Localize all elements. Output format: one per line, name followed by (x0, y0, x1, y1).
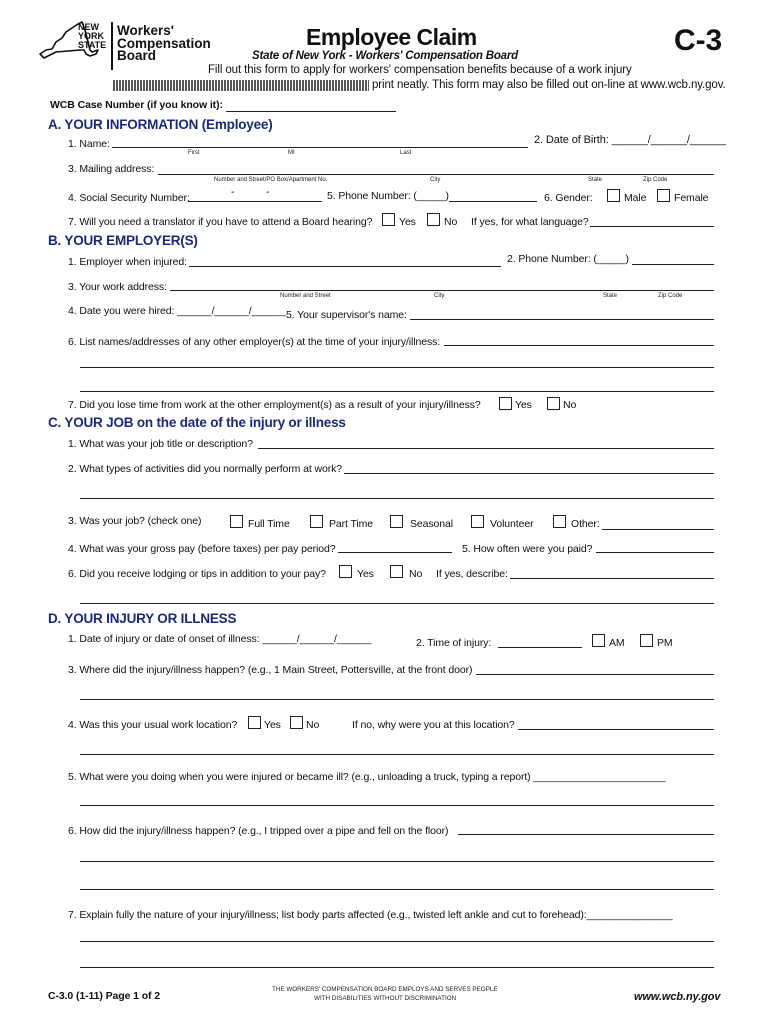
mailing-state-caption: State (588, 177, 603, 183)
logo-line-new: NEW (78, 22, 99, 32)
name-label: 1. Name: (68, 138, 110, 150)
mailing-city-caption: City (430, 177, 441, 183)
job-type-label: 3. Was your job? (check one) (68, 515, 202, 527)
activity-when-injured-field[interactable] (80, 805, 714, 806)
instructions-line-2: print neatly. This form may also be filled out on-line at www.wcb.ny.gov. (372, 79, 726, 91)
injury-nature-field-2[interactable] (80, 967, 714, 968)
seasonal-label: Seasonal (410, 518, 453, 530)
ssn-dash-1: - (231, 186, 235, 198)
full-time-label: Full Time (248, 518, 290, 530)
gender-male-label: Male (624, 192, 647, 204)
instructions-line-1: Fill out this form to apply for workers' compensation benefits because of a work injury (208, 64, 632, 76)
lodging-describe-field-2[interactable] (80, 603, 714, 604)
lose-time-no-label: No (563, 399, 577, 411)
logo-divider (111, 22, 113, 70)
why-at-location-field-2[interactable] (80, 754, 714, 755)
employer-phone-label: 2. Phone Number: (_____) (507, 253, 629, 265)
other-label: Other: (571, 518, 600, 530)
pay-frequency-label: 5. How often were you paid? (462, 543, 593, 555)
why-at-location-label: If no, why were you at this location? (352, 719, 515, 731)
other-employers-field-1[interactable] (444, 345, 714, 346)
part-time-label: Part Time (329, 518, 374, 530)
lodging-no-checkbox[interactable] (390, 565, 403, 578)
work-street-caption: Number and Street (280, 293, 331, 299)
name-last-caption: Last (400, 150, 412, 156)
logo-line-state: STATE (78, 40, 107, 50)
agency-name (117, 25, 211, 63)
name-field[interactable] (112, 147, 528, 148)
part-time-checkbox[interactable] (310, 515, 323, 528)
phone-number-label: 5. Phone Number: (_____) (327, 190, 449, 202)
gross-pay-field[interactable] (338, 552, 452, 553)
am-label: AM (609, 637, 625, 649)
mailing-zip-caption: Zip Code (643, 177, 668, 183)
activity-when-injured-label: 5. What were you doing when you were injured or became ill? (e.g., unloading a truck, typing a report) _______________________ (68, 771, 666, 783)
employer-field[interactable] (189, 266, 501, 267)
garbled-text-block (113, 80, 369, 91)
language-field[interactable] (590, 226, 714, 227)
lodging-describe-label: If yes, describe: (436, 568, 508, 580)
work-city-caption: City (434, 293, 445, 299)
other-field[interactable] (602, 529, 714, 530)
how-injury-happened-field-2[interactable] (80, 861, 714, 862)
date-of-birth-field[interactable]: 2. Date of Birth: ______/______/______ (534, 134, 726, 146)
section-a-heading: A. YOUR INFORMATION (Employee) (48, 117, 273, 132)
how-injury-happened-field-3[interactable] (80, 889, 714, 890)
pay-frequency-field[interactable] (596, 552, 714, 553)
ssn-label: 4. Social Security Number: (68, 192, 190, 204)
injury-location-label: 3. Where did the injury/illness happen? (e.g., 1 Main Street, Pottersville, at the front door) (68, 664, 473, 676)
activities-label: 2. What types of activities did you normally perform at work? (68, 463, 343, 475)
phone-number-field[interactable] (449, 201, 537, 202)
name-mi-caption: MI (288, 150, 295, 156)
section-b-heading: B. YOUR EMPLOYER(S) (48, 233, 198, 248)
ssn-dash-2: - (266, 186, 270, 198)
wcb-case-number-field[interactable] (226, 111, 396, 112)
other-checkbox[interactable] (553, 515, 566, 528)
time-of-injury-label: 2. Time of injury: (416, 637, 492, 649)
other-employers-field-3[interactable] (80, 391, 714, 392)
activities-field-1[interactable] (344, 473, 714, 474)
am-checkbox[interactable] (592, 634, 605, 647)
volunteer-checkbox[interactable] (471, 515, 484, 528)
date-hired-field[interactable]: 4. Date you were hired: ______/______/______ (68, 305, 287, 317)
translator-question: 7. Will you need a translator if you have to attend a Board hearing? (68, 216, 373, 228)
gender-label: 6. Gender: (544, 192, 593, 204)
supervisor-label: 5. Your supervisor's name: (286, 309, 407, 321)
usual-location-no-checkbox[interactable] (290, 716, 303, 729)
translator-yes-label: Yes (399, 216, 416, 228)
how-injury-happened-field-1[interactable] (458, 834, 714, 835)
full-time-checkbox[interactable] (230, 515, 243, 528)
agency-line-2: Compensation (117, 35, 211, 51)
employer-phone-field[interactable] (632, 264, 714, 265)
date-of-injury-field[interactable]: 1. Date of injury or date of onset of illness: ______/______/______ (68, 633, 372, 645)
work-zip-caption: Zip Code (658, 293, 683, 299)
name-first-caption: First (188, 150, 200, 156)
employer-label: 1. Employer when injured: (68, 256, 187, 268)
lodging-describe-field-1[interactable] (510, 578, 714, 579)
gross-pay-label: 4. What was your gross pay (before taxes) per pay period? (68, 543, 336, 555)
translator-no-checkbox[interactable] (427, 213, 440, 226)
lose-time-question: 7. Did you lose time from work at the other employment(s) as a result of your injury/illness? (68, 399, 481, 411)
section-d-heading: D. YOUR INJURY OR ILLNESS (48, 611, 237, 626)
wcb-case-number-label: WCB Case Number (if you know it): (50, 99, 223, 111)
ny-state-logo-text (78, 23, 106, 50)
why-at-location-field-1[interactable] (518, 729, 714, 730)
section-c-heading: C. YOUR JOB on the date of the injury or illness (48, 415, 346, 430)
job-title-field[interactable] (258, 448, 714, 449)
activities-field-2[interactable] (80, 498, 714, 499)
translator-no-label: No (444, 216, 458, 228)
work-address-field[interactable] (170, 290, 714, 291)
usual-location-yes-checkbox[interactable] (248, 716, 261, 729)
gender-female-label: Female (674, 192, 709, 204)
lodging-yes-checkbox[interactable] (339, 565, 352, 578)
language-label: If yes, for what language? (471, 216, 589, 228)
agency-line-1: Workers' (117, 23, 174, 38)
how-injury-happened-label: 6. How did the injury/illness happen? (e.g., I tripped over a pipe and fell on the floor) (68, 825, 449, 837)
gender-male-checkbox[interactable] (607, 189, 620, 202)
mailing-address-label: 3. Mailing address: (68, 163, 155, 175)
lose-time-no-checkbox[interactable] (547, 397, 560, 410)
logo-line-york: YORK (78, 31, 105, 41)
mailing-address-field[interactable] (158, 174, 714, 175)
ssn-field[interactable] (188, 201, 322, 202)
form-subtitle: State of New York - Workers' Compensation Board (252, 50, 518, 62)
lodging-yes-label: Yes (357, 568, 374, 580)
usual-location-question: 4. Was this your usual work location? (68, 719, 238, 731)
footer-notice-line-2: WITH DISABILITIES WITHOUT DISCRIMINATION (314, 995, 457, 1002)
gender-female-checkbox[interactable] (657, 189, 670, 202)
lodging-tips-question: 6. Did you receive lodging or tips in addition to your pay? (68, 568, 326, 580)
lose-time-yes-checkbox[interactable] (499, 397, 512, 410)
usual-location-no-label: No (306, 719, 320, 731)
usual-location-yes-label: Yes (264, 719, 281, 731)
footer-website: www.wcb.ny.gov (634, 991, 721, 1003)
mailing-street-caption: Number and Street/PO Box/Apartment No. (214, 177, 328, 183)
injury-nature-field-1[interactable] (80, 941, 714, 942)
supervisor-field[interactable] (410, 319, 714, 320)
injury-nature-label: 7. Explain fully the nature of your injury/illness; list body parts affected (e.g., twisted left ankle and cut to forehead):_______________ (68, 909, 673, 921)
volunteer-label: Volunteer (490, 518, 534, 530)
other-employers-field-2[interactable] (80, 367, 714, 368)
work-state-caption: State (603, 293, 618, 299)
lodging-no-label: No (409, 568, 423, 580)
translator-yes-checkbox[interactable] (382, 213, 395, 226)
footer-form-id: C-3.0 (1-11) Page 1 of 2 (48, 990, 160, 1002)
work-address-label: 3. Your work address: (68, 281, 167, 293)
pm-checkbox[interactable] (640, 634, 653, 647)
injury-location-field-1[interactable] (476, 674, 714, 675)
form-code: C-3 (674, 24, 723, 57)
other-employers-label: 6. List names/addresses of any other employer(s) at the time of your injury/illness: (68, 336, 441, 348)
job-title-label: 1. What was your job title or description? (68, 438, 253, 450)
lose-time-yes-label: Yes (515, 399, 532, 411)
form-title: Employee Claim (306, 24, 477, 50)
seasonal-checkbox[interactable] (390, 515, 403, 528)
time-of-injury-field[interactable] (498, 647, 582, 648)
pm-label: PM (657, 637, 673, 649)
injury-location-field-2[interactable] (80, 699, 714, 700)
agency-line-3: Board (117, 48, 157, 63)
footer-notice-line-1: THE WORKERS' COMPENSATION BOARD EMPLOYS AND SERVES PEOPLE (272, 986, 498, 993)
